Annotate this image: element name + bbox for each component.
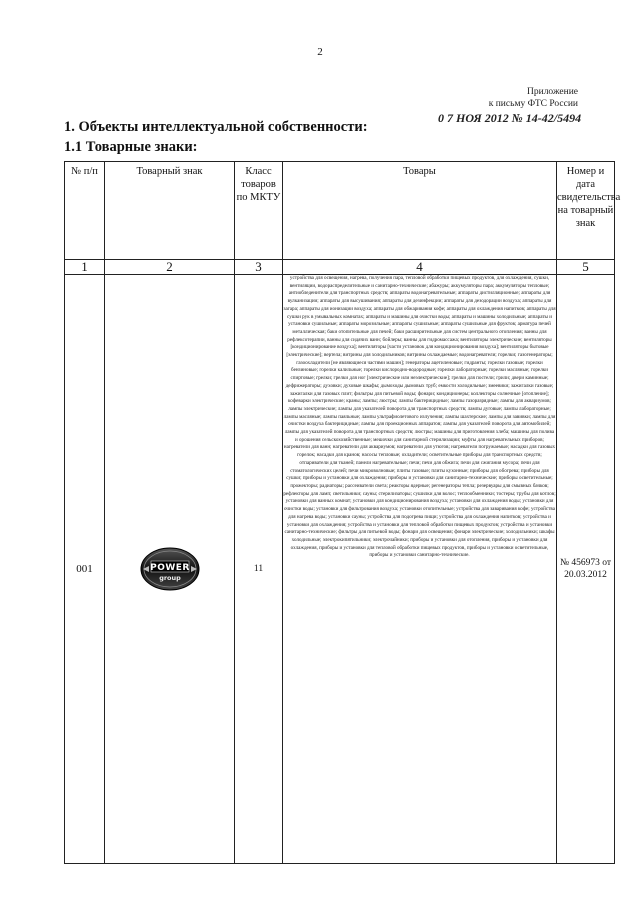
row-num: 001: [65, 275, 105, 864]
col-number: 4: [283, 260, 557, 275]
subsection-heading: 1.1 Товарные знаки:: [64, 139, 198, 155]
appendix-line2: к письму ФТС России: [488, 99, 578, 109]
trademark-cell: [105, 275, 235, 864]
header-goods: Товары: [283, 162, 557, 260]
letter-date-number: 0 7 НОЯ 2012 № 14-42/5494: [438, 111, 582, 125]
header-class: Класс товаров по МКТУ: [235, 162, 283, 260]
row-goods: устройства для освещения, нагрева, получения пара, тепловой обработки пищевых продуктов, для охлаждения, сушки, вентиляции, водораспределительные и санитарно-технические; абажуры; аккумуляторы пара; аккумуляторы тепловые; антиобледенители для транспортных средств; аппараты водонагревательные; аппараты дистилляционные; аппараты для вулканизации; аппараты для высушивания; аппараты для дезинфекции; аппараты для дезодорации воздуха; аппараты для загара; аппараты для ионизации воздуха; аппараты для обжаривания кофе; аппараты для охлаждения напитков; аппараты для сушки рук в умывальных комнатах; аппараты и машины для очистки воды; аппараты и машины холодильные; аппараты и установки сушильные; аппараты морозильные; аппараты сушильные; аппараты сушильные для фруктов; арматура печей металлическая; баки отопительные для печей; баки расширительные для систем центрального отопления; ванны для рефлексотерапии, ванны для сидячих ванн; бойлеры; ванны для гидромассажа; вентиляторы электрические; вентиляторы [кондиционирование воздуха]; вентиляторы [части установок для кондиционирования воздуха]; вентиляторы бытовые [электрические]; вертела; витрины для холодильников; витрины охлаждаемые; водонагреватели; горелки; газогенераторы; газоохладители [не являющиеся частями машин]; генераторы ацетиленовые; гидранты; горелки газовые; горелки бензиновые; горелки калильные; горелки кислородно-водородные; горелки лабораторные; горелки масляные; горелки спиртовые; грелки; грелки для ног [электрические или неэлектрические]; грелки для постели; грили; двери каминные; дефрижераторы; духовки; духовые шкафы; дымоходы дымовых труб; емкости холодильные; змеевики; зажигалки газовые; зажигалки для газовых плит; фильтры для питьевой воды; фонари; кондиционеры; коллекторы солнечные [отопление]; кофеварки электрические; краны; лампы; люстры; лампы бактерицидные; лампы газоразрядные; лампы для аквариумов; лампы электрические; лампы для указателей поворота для транспортных средств; лампы дуговые; лампы лабораторные; лампы масляные; лампы паяльные; лампы ультрафиолетового излучения; лампы шахтерские; лампы для завивки; лампы для очистки воздуха бактерицидные; лампы для проекционных аппаратов; лампы для указателей поворота для автомобилей; лампы для указателей поворота для транспортных средств; люстры; машины для приготовления хлеба; машины для полива и орошения сельскохозяйственные; мешочки для санитарной стерилизации; муфты для нагревательных приборов; нагреватели для ванн; нагреватели для аквариумов; нагреватели для утюгов; нагреватели погружаемые; насадки для газовых горелок; насадки для кранов; насосы тепловые; охладители; осветительные приборы для транспортных средств; отпариватели для тканей; панели нагревательные; печи; печи для обжига; печи для сжигания мусора; печи для стоматологических целей; печи микроволновые; плиты газовые; плиты кухонные; приборы для обогрева; приборы для сушки; приборы и установки для охлаждения; приборы и установки для санитарно-технические; приборы осветительные; прожекторы; радиаторы; рассеиватели света; реакторы ядерные; регенераторы тепла; резервуары для смывных бачков; рефлекторы для ламп; светильники; сауны; стерилизаторы; сушилки для волос; теплообменники; тостеры; трубы для котлов; установки для ванных комнат; установки для кондиционирования воздуха; установки для охлаждения воды; установки для очистки воды; установки для фильтрования воздуха; установки отопительные; устройства для заваривания кофе; устройства для нагрева воды; установки сауны; устройства для подогрева пищи; устройства для охлаждения напитков; устройства и установки для охлаждения; устройства и установки для тепловой обработки пищевых продуктов; устройства и установки санитарно-технические; фильтры для питьевой воды; фонари для освещения; фонари электрические; холодильники; шкафы холодильные; электрокипятильники; электрочайники; приборы и установки для отопления, приборы и установки для охлаждения, приборы и установки для тепловой обработки пищевых продуктов, приборы и установки осветительные, приборы и установки санитарно-технические.: [283, 275, 557, 864]
header-reg: Номер и дата свидетельства на товарный знак: [557, 162, 615, 260]
appendix-line1: Приложение: [527, 87, 578, 97]
table-header-row: [65, 162, 615, 260]
table-row: [65, 275, 615, 864]
col-number: 2: [105, 260, 235, 275]
logo-text-top: POWER: [149, 563, 190, 573]
header-num: № п/п: [65, 162, 105, 260]
page-number: 2: [317, 46, 323, 58]
col-number: 3: [235, 260, 283, 275]
logo-text-bottom: group: [158, 574, 181, 582]
section-heading: 1. Объекты интеллектуальной собственности:: [64, 119, 368, 135]
trademarks-table: [64, 161, 621, 864]
col-number: 1: [65, 260, 105, 275]
appendix-note: [438, 86, 582, 125]
row-class: 11: [235, 275, 283, 864]
power-group-logo: [139, 546, 201, 592]
col-number: 5: [557, 260, 615, 275]
column-number-row: [65, 260, 615, 275]
header-mark: Товарный знак: [105, 162, 235, 260]
row-registration: № 456973 от 20.03.2012: [557, 275, 615, 864]
